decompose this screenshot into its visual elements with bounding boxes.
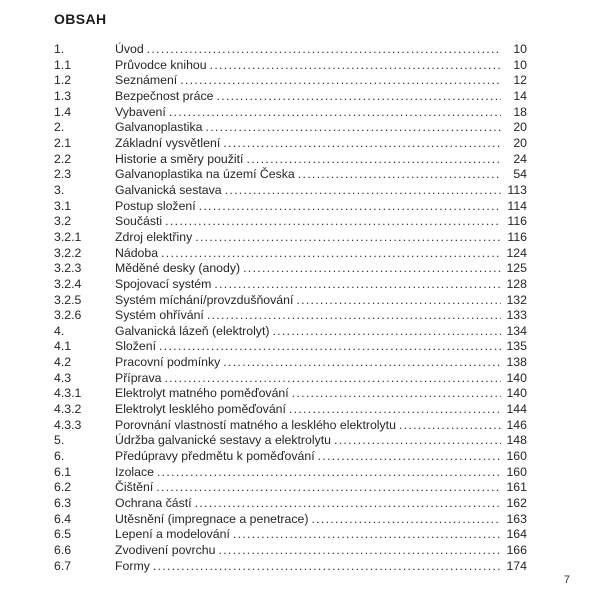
toc-entry-page: 125 xyxy=(506,261,527,276)
dot-leader xyxy=(157,465,501,481)
toc-row xyxy=(54,73,527,89)
toc-entry-number: 2. xyxy=(54,120,65,135)
toc-entry-number: 4.3.1 xyxy=(54,386,82,401)
toc-entry-title: Údržba galvanické sestavy a elektrolytu xyxy=(115,433,331,448)
dot-leader xyxy=(334,433,501,449)
toc-entry-number: 1.4 xyxy=(54,104,72,119)
dot-leader xyxy=(292,386,501,402)
dot-leader xyxy=(399,418,501,434)
dot-leader xyxy=(153,559,501,575)
toc-row xyxy=(54,496,527,512)
dot-leader xyxy=(246,152,501,168)
toc-entry-page: 160 xyxy=(506,464,527,479)
dot-leader xyxy=(298,167,501,183)
toc-entry-number: 6.5 xyxy=(54,527,72,542)
toc-entry-title: Zdroj elektřiny xyxy=(115,229,193,244)
toc-entry-title: Utěsnění (impregnace a penetrace) xyxy=(115,511,309,526)
dot-leader xyxy=(225,183,501,199)
toc-entry-page: 133 xyxy=(506,308,527,323)
toc-entry-page: 20 xyxy=(513,120,527,135)
toc-row xyxy=(54,371,527,387)
dot-leader xyxy=(296,293,501,309)
dot-leader xyxy=(243,261,501,277)
toc-row xyxy=(54,89,527,105)
toc-row xyxy=(54,183,527,199)
toc-entry-number: 4.2 xyxy=(54,355,72,370)
toc-row xyxy=(54,293,527,309)
toc-entry-title: Historie a směry použití xyxy=(115,151,244,166)
toc-entry-page: 174 xyxy=(506,558,527,573)
toc-row xyxy=(54,120,527,136)
toc-entry-title: Lepení a modelování xyxy=(115,527,230,542)
toc-row xyxy=(54,58,527,74)
toc-entry-page: 160 xyxy=(506,449,527,464)
toc-entry-number: 1.2 xyxy=(54,73,72,88)
toc-entry-number: 4.3 xyxy=(54,370,72,385)
dot-leader xyxy=(195,496,501,512)
toc-entry-number: 5. xyxy=(54,433,65,448)
toc-entry-page: 18 xyxy=(513,104,527,119)
toc-row xyxy=(54,246,527,262)
toc-entry-number: 1.1 xyxy=(54,57,72,72)
toc-entry-page: 138 xyxy=(506,355,527,370)
toc-entry-page: 113 xyxy=(507,182,527,197)
toc-row xyxy=(54,418,527,434)
toc-entry-number: 6.3 xyxy=(54,496,72,511)
toc-entry-number: 2.1 xyxy=(54,135,72,150)
toc-entry-page: 12 xyxy=(513,73,527,88)
toc-entry-number: 4.1 xyxy=(54,339,72,354)
toc-row xyxy=(54,324,527,340)
toc-row xyxy=(54,480,527,496)
toc-entry-title: Zvodivení povrchu xyxy=(115,543,216,557)
toc-entry-page: 10 xyxy=(513,57,527,72)
toc-entry-title: Součásti xyxy=(115,214,163,229)
toc-entry-number: 3.2.6 xyxy=(54,308,82,323)
toc-entry-page: 132 xyxy=(506,292,527,307)
dot-leader xyxy=(156,480,501,496)
toc-entry-number: 6.6 xyxy=(54,543,72,557)
toc-entry-page: 166 xyxy=(506,543,527,557)
toc-entry-number: 1.3 xyxy=(54,88,72,103)
toc-row xyxy=(54,512,527,528)
toc-entry-number: 6.2 xyxy=(54,480,72,495)
toc-entry-title: Galvanická sestava xyxy=(115,182,222,197)
dot-leader xyxy=(165,214,501,230)
toc-entry-page: 144 xyxy=(506,402,527,417)
dot-leader xyxy=(161,246,501,262)
toc-entry-page: 116 xyxy=(507,214,527,229)
dot-leader xyxy=(233,527,501,543)
dot-leader xyxy=(199,199,501,215)
dot-leader xyxy=(216,89,501,105)
toc-entry-number: 3.2.1 xyxy=(54,229,82,244)
toc-entry-number: 3.1 xyxy=(54,198,72,213)
dot-leader xyxy=(210,58,501,74)
toc-entry-page: 124 xyxy=(506,245,527,260)
dot-leader xyxy=(214,277,501,293)
toc-entry-page: 134 xyxy=(506,323,527,338)
dot-leader xyxy=(289,402,501,418)
dot-leader xyxy=(318,449,501,465)
toc-entry-page: 116 xyxy=(507,229,527,244)
dot-leader xyxy=(159,339,501,355)
toc-row xyxy=(54,355,527,371)
toc-entry-title: Seznámení xyxy=(115,73,178,88)
dot-leader xyxy=(169,105,501,121)
toc-entry-page: 24 xyxy=(513,151,527,166)
dot-leader xyxy=(272,324,501,340)
toc-row xyxy=(54,559,527,575)
toc-entry-title: Elektrolyt lesklého poměďování xyxy=(115,402,286,417)
toc-row xyxy=(54,42,527,58)
toc-entry-number: 3.2.3 xyxy=(54,261,82,276)
toc-entry-page: 20 xyxy=(513,135,527,150)
dot-leader xyxy=(180,73,501,89)
toc-entry-number: 3. xyxy=(54,182,65,197)
toc-entry-title: Elektrolyt matného poměďování xyxy=(115,386,289,401)
toc-entry-page: 135 xyxy=(506,339,527,354)
dot-leader xyxy=(311,512,501,528)
toc-row xyxy=(54,277,527,293)
toc-entry-title: Postup složení xyxy=(115,198,196,213)
toc-entry-title: Bezpečnost práce xyxy=(115,88,214,103)
toc-entry-title: Čištění xyxy=(115,480,154,495)
toc-entry-title: Základní vysvětlení xyxy=(115,135,221,150)
dot-leader xyxy=(195,230,501,246)
toc-row xyxy=(54,136,527,152)
toc-entry-page: 14 xyxy=(513,88,527,103)
toc-entry-number: 1. xyxy=(54,42,65,56)
toc-entry-number: 3.2.5 xyxy=(54,292,82,307)
toc-entry-number: 6.7 xyxy=(54,558,72,573)
toc-entry-title: Průvodce knihou xyxy=(115,57,207,72)
toc-entry-number: 3.2.4 xyxy=(54,276,82,291)
toc-entry-number: 6. xyxy=(54,449,65,464)
toc-entry-title: Nádoba xyxy=(115,245,159,260)
toc-entry-title: Složení xyxy=(115,339,157,354)
page-title: OBSAH xyxy=(54,11,107,27)
toc-entry-title: Příprava xyxy=(115,370,162,385)
toc-entry-page: 140 xyxy=(506,386,527,401)
toc-row xyxy=(54,386,527,402)
toc-entry-number: 2.3 xyxy=(54,167,72,182)
toc-entry-number: 3.2 xyxy=(54,214,72,229)
toc-entry-number: 4. xyxy=(54,323,65,338)
toc-entry-title: Formy xyxy=(115,558,150,573)
toc-list xyxy=(54,42,527,574)
toc-row xyxy=(54,449,527,465)
toc-row xyxy=(54,433,527,449)
folio-page-number: 7 xyxy=(563,574,570,586)
toc-row xyxy=(54,105,527,121)
toc-entry-number: 4.3.3 xyxy=(54,417,82,432)
toc-entry-title: Vybavení xyxy=(115,104,166,119)
toc-entry-page: 54 xyxy=(513,167,527,182)
toc-entry-title: Galvanická lázeň (elektrolyt) xyxy=(115,323,270,338)
dot-leader xyxy=(223,136,501,152)
toc-entry-number: 6.1 xyxy=(54,464,72,479)
toc-entry-title: Galvanoplastika xyxy=(115,120,203,135)
toc-row xyxy=(54,543,527,559)
toc-row xyxy=(54,527,527,543)
toc-entry-number: 6.4 xyxy=(54,511,72,526)
toc-entry-page: 164 xyxy=(506,527,527,542)
toc-entry-title: Galvanoplastika na území Česka xyxy=(115,167,295,182)
toc-entry-page: 161 xyxy=(506,480,527,495)
toc-entry-title: Systém ohřívání xyxy=(115,308,204,323)
toc-entry-title: Porovnání vlastností matného a lesklého elektrolytu xyxy=(115,417,396,432)
toc-entry-title: Systém míchání/provzdušňování xyxy=(115,292,294,307)
toc-entry-title: Měděné desky (anody) xyxy=(115,261,241,276)
toc-row xyxy=(54,167,527,183)
toc-entry-page: 163 xyxy=(506,511,527,526)
toc-entry-page: 10 xyxy=(513,42,527,56)
toc-row xyxy=(54,230,527,246)
toc-row xyxy=(54,339,527,355)
toc-row xyxy=(54,465,527,481)
toc-entry-title: Ochrana částí xyxy=(115,496,192,511)
toc-entry-title: Předúpravy předmětu k poměďování xyxy=(115,449,315,464)
toc-entry-page: 146 xyxy=(506,417,527,432)
dot-leader xyxy=(218,543,501,559)
toc-entry-title: Spojovací systém xyxy=(115,276,212,291)
toc-entry-page: 140 xyxy=(506,370,527,385)
toc-row xyxy=(54,152,527,168)
toc-entry-number: 4.3.2 xyxy=(54,402,82,417)
dot-leader xyxy=(207,308,501,324)
dot-leader xyxy=(164,371,501,387)
toc-row xyxy=(54,308,527,324)
toc-entry-title: Izolace xyxy=(115,464,154,479)
toc-entry-page: 148 xyxy=(506,433,527,448)
toc-entry-number: 2.2 xyxy=(54,151,72,166)
toc-entry-page: 162 xyxy=(506,496,527,511)
dot-leader xyxy=(147,42,501,58)
toc-entry-page: 114 xyxy=(507,198,527,213)
toc-row xyxy=(54,199,527,215)
toc-row xyxy=(54,402,527,418)
toc-entry-page: 128 xyxy=(506,276,527,291)
dot-leader xyxy=(206,120,502,136)
toc-entry-title: Pracovní podmínky xyxy=(115,355,221,370)
dot-leader xyxy=(223,355,501,371)
toc-row xyxy=(54,261,527,277)
toc-entry-title: Úvod xyxy=(115,42,144,56)
toc-row xyxy=(54,214,527,230)
toc-entry-number: 3.2.2 xyxy=(54,245,82,260)
